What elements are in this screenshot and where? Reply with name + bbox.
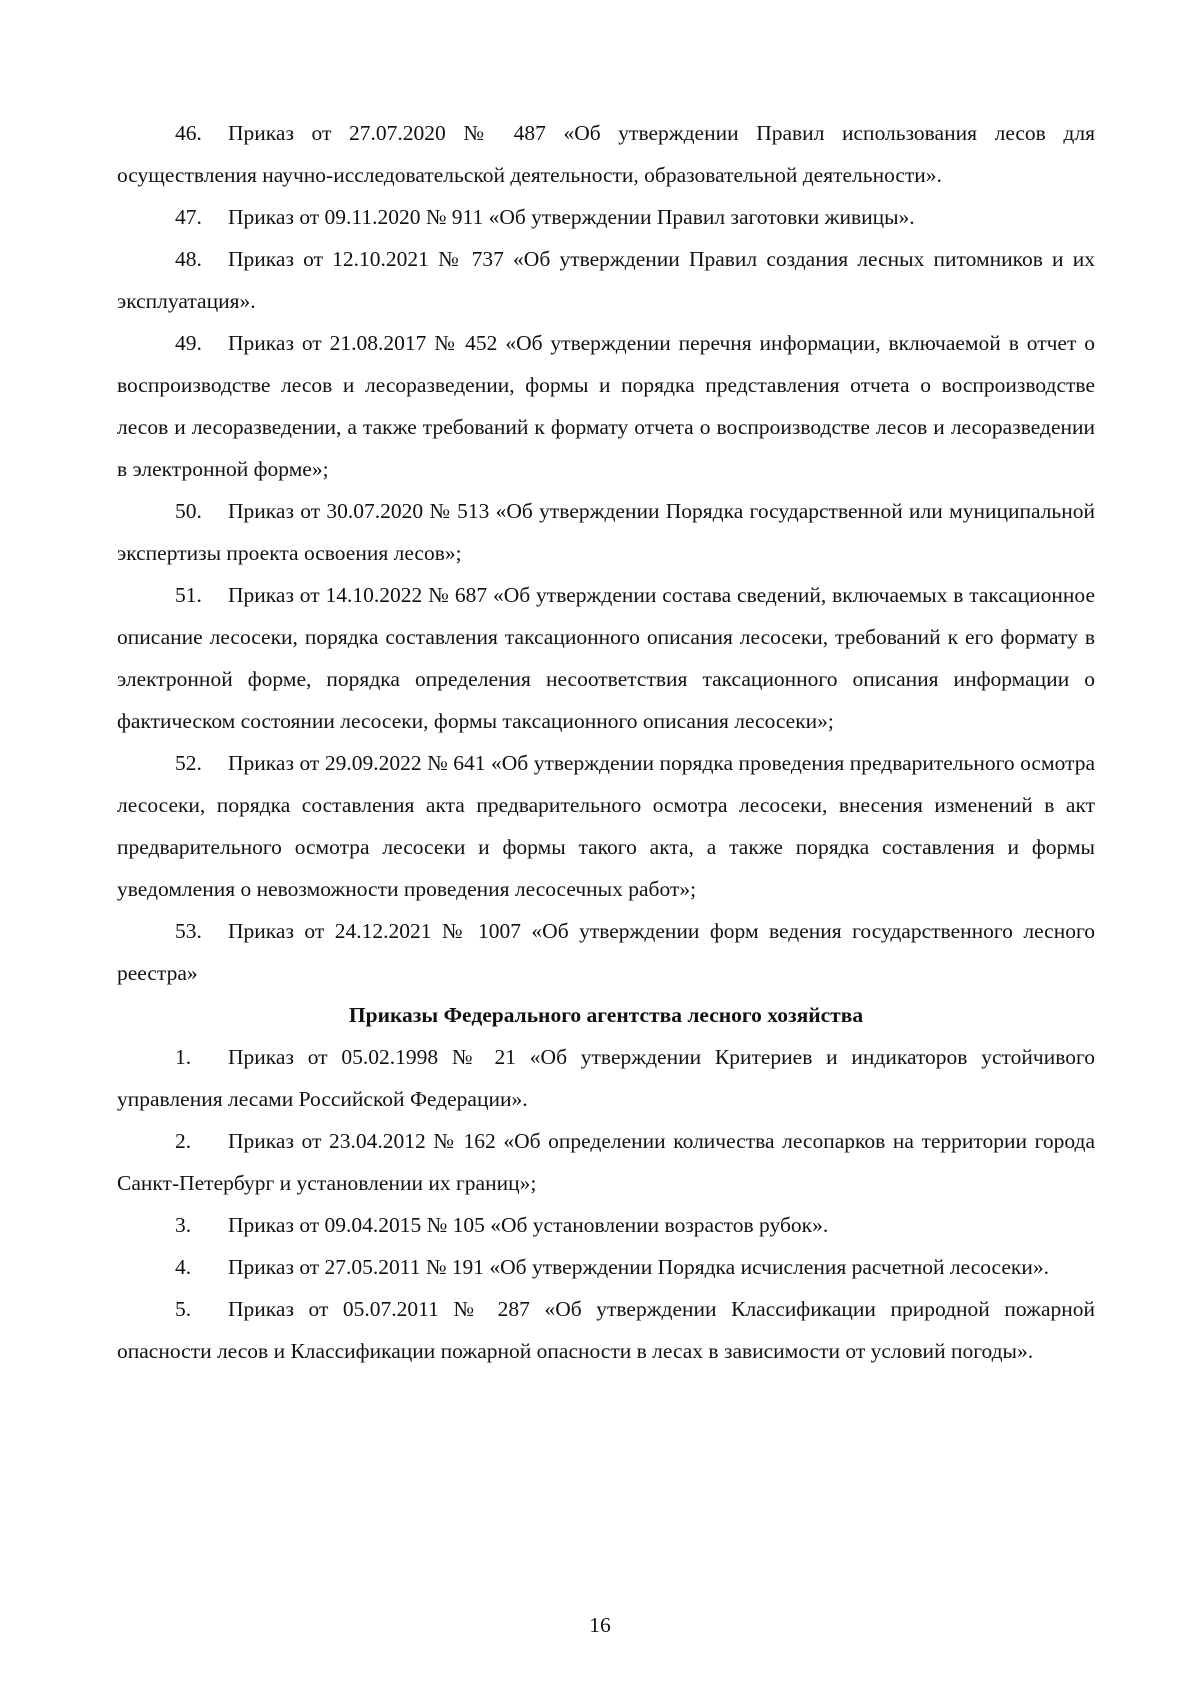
item-number: 2.: [175, 1129, 192, 1153]
item-number: 51.: [175, 583, 202, 607]
item-text: Приказ от 05.07.2011 № 287 «Об утверждении Классификации природной пожарной опасности лесов и Классификации пожарной опасности в лесах в зависимости от условий погоды».: [117, 1297, 1095, 1363]
item-text: Приказ от 05.02.1998 № 21 «Об утверждении Критериев и индикаторов устойчивого управления лесами Российской Федерации».: [117, 1045, 1095, 1111]
list-item: [117, 196, 1095, 238]
item-number: 50.: [175, 499, 202, 523]
list-minprirody: [117, 112, 1095, 994]
list-item: [117, 490, 1095, 574]
item-text: Приказ от 24.12.2021 № 1007 «Об утверждении форм ведения государственного лесного реестра»: [117, 919, 1095, 985]
list-item: [117, 574, 1095, 742]
list-item: [117, 1036, 1095, 1120]
page-number: 16: [589, 1613, 611, 1637]
list-item: [117, 1246, 1095, 1288]
item-number: 48.: [175, 247, 202, 271]
section-heading: Приказы Федерального агентства лесного хозяйства: [348, 1003, 864, 1027]
list-item: [117, 742, 1095, 910]
item-number: 1.: [175, 1045, 192, 1069]
document-page: [117, 112, 1095, 1372]
list-item: [117, 1120, 1095, 1204]
item-text: Приказ от 27.05.2011 № 191 «Об утверждении Порядка исчисления расчетной лесосеки».: [228, 1255, 1049, 1279]
item-number: 49.: [175, 331, 202, 355]
list-item: [117, 112, 1095, 196]
item-number: 52.: [175, 751, 202, 775]
list-item: [117, 1288, 1095, 1372]
item-text: Приказ от 09.11.2020 № 911 «Об утверждении Правил заготовки живицы».: [228, 205, 915, 229]
list-rosleshoz: [117, 1036, 1095, 1372]
item-number: 3.: [175, 1213, 192, 1237]
item-text: Приказ от 29.09.2022 № 641 «Об утверждении порядка проведения предварительного осмотра лесосеки, порядка составления акта предварительного осмотра лесосеки, внесения изменений в акт предварительного осмотра лесосеки и формы такого акта, а также порядка составления и формы уведомления о невозможности проведения лесосечных работ»;: [117, 751, 1095, 901]
item-text: Приказ от 30.07.2020 № 513 «Об утверждении Порядка государственной или муниципальной экспертизы проекта освоения лесов»;: [117, 499, 1095, 565]
item-text: Приказ от 14.10.2022 № 687 «Об утверждении состава сведений, включаемых в таксационное описание лесосеки, порядка составления таксационного описания лесосеки, требований к его формату в электронной форме, порядка определения несоответствия таксационного описания информации о фактическом состоянии лесосеки, формы таксационного описания лесосеки»;: [117, 583, 1095, 733]
item-number: 46.: [175, 121, 202, 145]
item-text: Приказ от 09.04.2015 № 105 «Об установлении возрастов рубок».: [228, 1213, 829, 1237]
list-item: [117, 238, 1095, 322]
item-text: Приказ от 12.10.2021 № 737 «Об утверждении Правил создания лесных питомников и их эксплуатация».: [117, 247, 1095, 313]
item-number: 53.: [175, 919, 202, 943]
list-item: [117, 1204, 1095, 1246]
item-text: Приказ от 21.08.2017 № 452 «Об утверждении перечня информации, включаемой в отчет о воспроизводстве лесов и лесоразведении, формы и порядка представления отчета о воспроизводстве лесов и лесоразведении, а также требований к формату отчета о воспроизводстве лесов и лесоразведении в электронной форме»;: [117, 331, 1095, 481]
item-text: Приказ от 23.04.2012 № 162 «Об определении количества лесопарков на территории города Санкт-Петербург и установлении их границ»;: [117, 1129, 1095, 1195]
list-item: [117, 322, 1095, 490]
list-item: [117, 910, 1095, 994]
item-number: 47.: [175, 205, 202, 229]
item-number: 5.: [175, 1297, 192, 1321]
item-number: 4.: [175, 1255, 192, 1279]
item-text: Приказ от 27.07.2020 № 487 «Об утверждении Правил использования лесов для осуществления научно-исследовательской деятельности, образовательной деятельности».: [117, 121, 1095, 187]
